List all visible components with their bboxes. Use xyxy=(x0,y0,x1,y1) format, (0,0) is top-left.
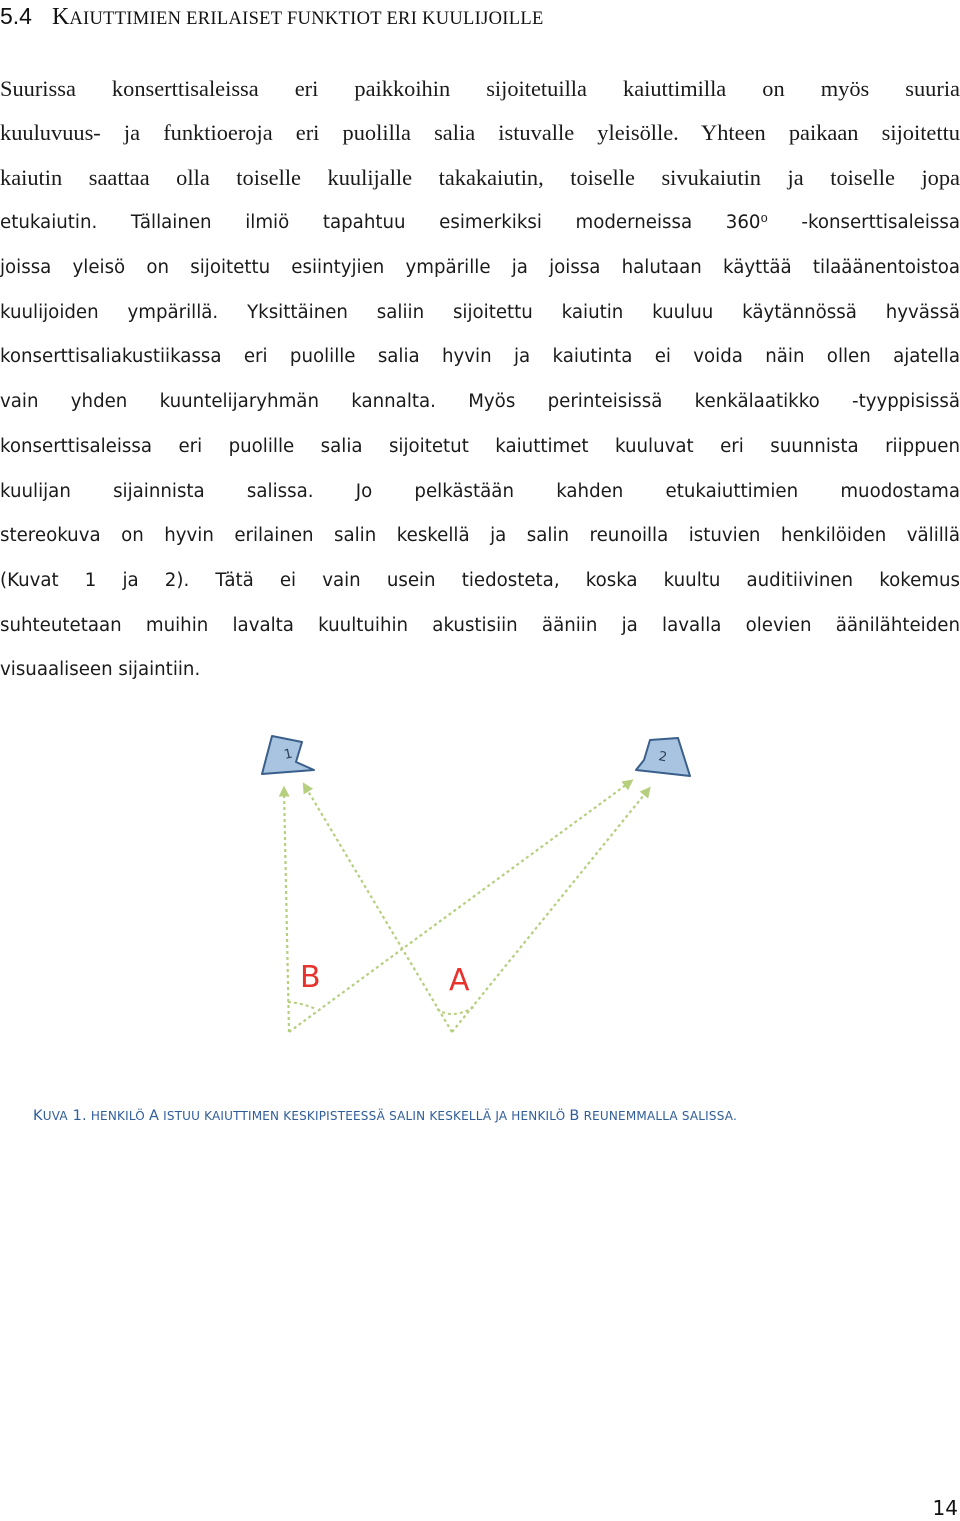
paragraph-line: vain yhden kuuntelijaryhmän kannalta. Myös perinteisissä kenkälaatikko -tyyppisissä xyxy=(0,391,960,412)
caption-letter-b: B xyxy=(569,1108,580,1124)
section-heading xyxy=(0,2,544,33)
paragraph-line: joissa yleisö on sijoitettu esiintyjien ympärille ja joissa halutaan käyttää tilaäänentoistoa xyxy=(0,257,960,278)
paragraph-line: kaiutin saattaa olla toiselle kuulijalle takakaiutin, toiselle sivukaiutin ja toiselle jopa xyxy=(0,165,960,190)
paragraph-line: stereokuva on hyvin erilainen salin keskellä ja salin reunoilla istuvien henkilöiden välillä xyxy=(0,525,960,546)
figure-caption xyxy=(33,1106,737,1126)
speaker-2-label: 2 xyxy=(657,749,669,766)
caption-number: 1. xyxy=(67,1108,87,1124)
paragraph-line: (Kuvat 1 ja 2). Tätä ei vain usein tiedosteta, koska kuultu auditiivinen kokemus xyxy=(0,570,960,591)
speaker-listener-diagram xyxy=(0,720,960,1080)
paragraph-line: suhteutetaan muihin lavalta kuultuihin akustisiin ääniin ja lavalla olevien äänilähteiden xyxy=(0,615,960,636)
angle-arc-b xyxy=(288,1002,316,1009)
paragraph-line: konserttisaleissa eri puolille salia sijoitetut kaiuttimet kuuluvat eri suunnista riippuen xyxy=(0,436,960,457)
section-number: 5.4 xyxy=(0,3,32,29)
section-title: AIUTTIMIEN ERILAISET FUNKTIOT ERI KUULIJOILLE xyxy=(69,9,544,29)
caption-initial-k: K xyxy=(33,1108,43,1124)
caption-text-1: HENKILÖ xyxy=(86,1109,149,1123)
paragraph-line: Suurissa konserttisaleissa eri paikkoihin sijoitetuilla kaiuttimilla on myös suuria xyxy=(0,76,960,101)
caption-text-3: REUNEMMALLA SALISSA. xyxy=(579,1109,737,1123)
speaker-2-icon xyxy=(636,738,690,776)
paragraph-line: visuaaliseen sijaintiin. xyxy=(0,659,201,680)
arrow-a-to-speaker-1 xyxy=(305,786,452,1032)
paragraph-line: kuulijoiden ympärillä. Yksittäinen saliin sijoitettu kaiutin kuuluu käytännössä hyvässä xyxy=(0,302,960,323)
caption-letter-a: A xyxy=(148,1108,160,1124)
paragraph-line: etukaiutin. Tällainen ilmiö tapahtuu esimerkiksi moderneissa 360⁰ -konserttisaleissa xyxy=(0,212,960,233)
caption-word-uva: UVA xyxy=(42,1109,68,1123)
paragraph-line: kuulijan sijainnista salissa. Jo pelkästään kahden etukaiuttimien muodostama xyxy=(0,481,960,502)
section-title-initial: K xyxy=(51,4,70,30)
paragraph-line: kuuluvuus- ja funktioeroja eri puolilla salia istuvalle yleisölle. Yhteen paikaan sijoitettu xyxy=(0,120,960,145)
listener-a-label: A xyxy=(449,963,470,998)
arrow-a-to-speaker-2 xyxy=(452,790,648,1032)
paragraph-line: konserttisaliakustiikassa eri puolille salia hyvin ja kaiutinta ei voida näin ollen ajatella xyxy=(0,346,960,367)
speaker-1-label: 1 xyxy=(282,746,294,763)
listener-b-label: B xyxy=(300,960,321,995)
speaker-1-icon xyxy=(262,736,314,774)
caption-text-2: ISTUU KAIUTTIMEN KESKIPISTEESSÄ SALIN KESKELLÄ JA HENKILÖ xyxy=(159,1109,570,1123)
arrow-b-to-speaker-1 xyxy=(284,790,289,1032)
page-number: 14 xyxy=(932,1496,958,1520)
